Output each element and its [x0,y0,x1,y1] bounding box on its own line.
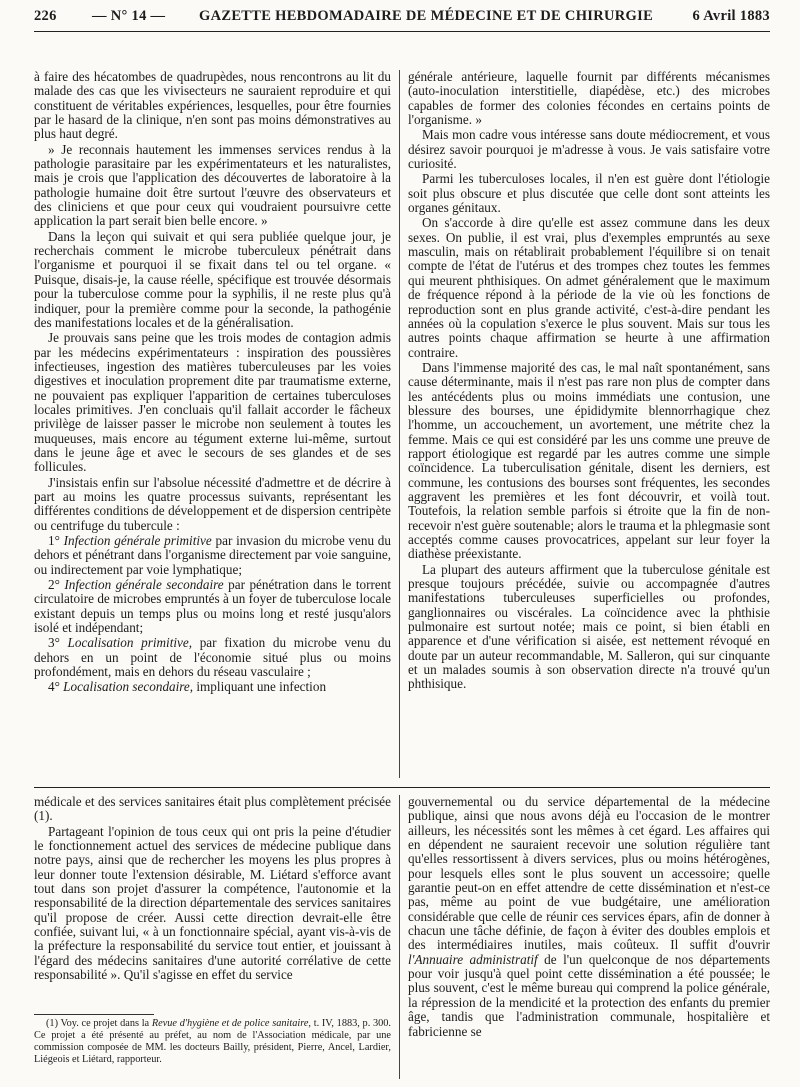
list-term: Infection générale primitive [63,533,212,548]
page-number: 226 [34,8,57,24]
paragraph: Dans l'immense majorité des cas, le mal naît spontanément, sans cause déterminante, mais il n'est pas rare non plus de compter dans les antécédents plus ou moins immédiats une contusion, une blessure des bourses, une épididymite blennorrhagique chez l'homme, un accouchement, un avortement, une métrite chez la femme. Mais ce qui est considéré par les uns comme une preuve de rapport étiologique est regardé par les autres comme une simple coïncidence. La tuberculisation génitale, disent les derniers, est commune, les contusions des bourses sont fréquentes, les secondes aggravent les premières et les font découvrir, et voilà tout. Toutefois, la relation semble parfois si étroite que la fin de non-recevoir n'est guère soutenable; alors le trauma et la phlegmasie sont acceptés comme causes provocatrices, appelant sur leur foyer la diathèse préexistante. [408,359,770,562]
list-text: par pénétration dans le torrent circulatoire de microbes empruntés à un foyer de tuberculose locale existant depuis un temps plus ou moins long et resté jusqu'alors isolé et indépendant; [34,577,392,636]
paragraph [408,795,770,1039]
list-term: Infection générale secondaire [64,577,224,593]
list-number: 2° [48,577,60,593]
issue-date: 6 Avril 1883 [692,8,770,24]
header-rule [34,31,770,32]
paragraph-text: de l'un quelconque de nos départements pour voir jusqu'à quel point cette dissémination a été poussée; le plus souvent, c'est le même bureau qui comprend la police générale, la répression de la mendicité et la protection des enfants du premier âge, tandis que l'administration communale, hospitalière et fabricienne se [408,951,770,1039]
list-text: par fixation du microbe venu du dehors en un point de l'économie situé plus ou moins profondément, mais en dehors du réseau vasculaire ; [34,635,392,680]
column-rule [399,70,400,778]
paragraph: médicale et des services sanitaires était plus complètement précisée (1). [34,794,391,824]
list-item [34,578,391,635]
section-rule [34,787,770,788]
paragraph: Je prouvais sans peine que les trois modes de contagion admis par les médecins expérimentateurs : inspiration des poussières infectieuses, ingestion des matières tuberculeuses par les voies digestives et inoculation proprement dite par traumatisme externe, ne pouvaient pas expliquer l'apparition de certaines tuberculoses locales primitives. J'en concluais qu'il fallait accorder le fâcheux privilège de laisser passer le microbe non seulement à toutes les muqueuses, mais encore au tégument externe lui-même, surtout dans le jeune âge et avec le secours de ses glandes et de ses follicules. [34,330,391,475]
list-item [34,636,391,679]
bottom-right-column [408,795,770,1040]
publication-title: l'Annuaire administratif [408,951,538,967]
paragraph: Parmi les tuberculoses locales, il n'en est guère dont l'étiologie soit plus obscure et plus discutée que celle dont sont atteints les organes génitaux. [408,171,770,216]
paragraph: On s'accorde à dire qu'elle est assez commune dans les deux sexes. On publie, il est vrai, plus d'exemples empruntés au sexe masculin, mais on rétablirait probablement l'équilibre si on tenait compte de l'état de l'utérus et des trompes chez toutes les femmes qui meurent phthisiques. On admet généralement que le maximum de fréquence répond à la période de la vie où les fonctions de reproduction sont en plus grande activité, c'est-à-dire pendant les années où la copulation s'exerce le plus souvent. Mais sur tous les autres points chaque affirmation se heurte à une affirmation contraire. [408,215,770,360]
list-text: par invasion du microbe venu du dehors et pénétrant dans l'organisme directement par voie sanguine, ou indirectement par voie lymphatique; [34,533,391,577]
footnote [34,1018,391,1066]
paragraph: La plupart des auteurs affirment que la tuberculose génitale est presque toujours précédée, suivie ou accompagnée d'autres manifestations tuberculeuses superficielles ou profondes, ganglionnaires ou viscérales. La coïncidence avec la phthisie pulmonaire est surtout notée; mais ce point, si bien établi en apparence et d'une vérification si aisée, est nettement révoqué en doute par un auteur recommandable, M. Salleron, qui sur cinquante et un malades soumis à son observation directe n'a trouvé qu'un phthisique. [408,561,770,692]
footnote-text [34,1018,391,1066]
bottom-left-column [34,795,391,983]
footnote-start: (1) Voy. ce projet dans la [46,1018,150,1029]
top-left-column [34,70,391,696]
list-number: 3° [48,635,60,651]
issue-number: — N° 14 — [92,8,166,24]
top-right-column [408,70,770,693]
paragraph: générale antérieure, laquelle fournit par différents mécanismes (auto-inoculation interstitielle, diapédèse, etc.) des microbes capables de former des colonies fécondes en certains points de l'organisme. » [408,69,770,128]
list-number: 4° [48,679,60,695]
footnote-end: t. IV, 1883, p. 300. Ce projet a été présenté au préfet, au nom de l'Association médicale, par une commission composée de MM. les docteurs Bailly, président, Pierre, Ancel, Lardier, Liégeois et Liétard, rapporteur. [34,1018,391,1065]
paragraph-text: gouvernemental ou du service départemental de la médecine publique, ainsi que nous avons déjà eu l'occasion de le montrer ailleurs, les nécessités sont les mêmes à cet égard. Les affaires qui en dépendent ne sauraient recevoir une solution régulière tant qu'elles ressortissent à divers services, plus ou moins hétérogènes, pour lesquels elles sont le plus souvent un accessoire; quelle garantie peut-on en effet attendre de cette dissémination et n'est-ce pas, même au point de vue budgétaire, une amélioration considérable que celle de réunir ces services épars, afin de donner à chacun une tâche définie, de façon à éviter des doubles emplois et des intermédiaires inutiles, mais coûteux. Il suffit d'ouvrir [408,794,770,953]
list-term: Localisation primitive, [67,635,193,651]
list-number: 1° [48,533,60,548]
paragraph: Partageant l'opinion de tous ceux qui ont pris la peine d'étudier le fonctionnement actuel des services de médecine publique dans notre pays, ainsi que de rechercher les moyens les plus propres à leur donner toute l'extension désirable, M. Liétard s'efforce avant tout dans son projet d'assurer la compétence, l'autonomie et la responsabilité de la direction départementale des services sanitaires qu'il propose de créer. Aussi cette direction devrait-elle être confiée, suivant lui, « à un fonctionnaire spécial, ayant vis-à-vis de la préfecture la responsabilité du service tout entier, et jouissant à l'égard des médecins sanitaires d'une autorité corrélative de cette responsabilité ». Qu'il s'agisse en effet du service [34,823,391,983]
paragraph: Mais mon cadre vous intéresse sans doute médiocrement, et vous désirez savoir pourquoi je m'adresse à vous. Je vais satisfaire votre curiosité. [408,127,770,172]
paragraph: Dans la leçon qui suivait et qui sera publiée quelque jour, je recherchais comment le microbe tuberculeux pénétrait dans l'organisme et pourquoi il se fixait dans tel ou tel organe. « Puisque, disais-je, la cause réelle, spécifique est trouvée désormais pour la tuberculose comme pour la syphilis, il ne reste plus qu'à indiquer, pour la première comme pour la seconde, la pathogénie des manifestations locales et de la généralisation. [34,228,391,330]
running-header [34,8,770,30]
list-item [34,680,391,694]
paragraph: » Je reconnais hautement les immenses services rendus à la pathologie parasitaire par les expérimentateurs et les naturalistes, mais je crois que l'application des découvertes de laboratoire à la pathologie humaine doit être surtout l'œuvre des observateurs et des cliniciens et que pour ceux qui voudraient poursuivre cette application la part serait bien belle encore. » [34,141,391,229]
journal-title: GAZETTE HEBDOMADAIRE DE MÉDECINE ET DE CHIRURGIE [199,8,654,24]
list-text: impliquant une infection [196,679,327,695]
paragraph: à faire des hécatombes de quadrupèdes, nous rencontrons au lit du malade des cas que les vivisecteurs ne sauraient reproduire et qui constituent de véritables expériences, lesquelles, pour être fournies par le hasard de la clinique, n'en sont pas moins démonstratives au plus haut degré. [34,69,391,142]
paragraph: J'insistais enfin sur l'absolue nécessité d'admettre et de décrire à part au moins les quatre processus suivants, représentant les différentes conditions de développement et de dispersion centripète ou centrifuge du tubercule : [34,474,391,533]
list-item [34,534,391,577]
footnote-rule [34,1014,154,1015]
footnote-source: Revue d'hygiène et de police sanitaire, [151,1018,311,1029]
list-term: Localisation secondaire, [63,679,194,695]
column-rule [399,795,400,1079]
